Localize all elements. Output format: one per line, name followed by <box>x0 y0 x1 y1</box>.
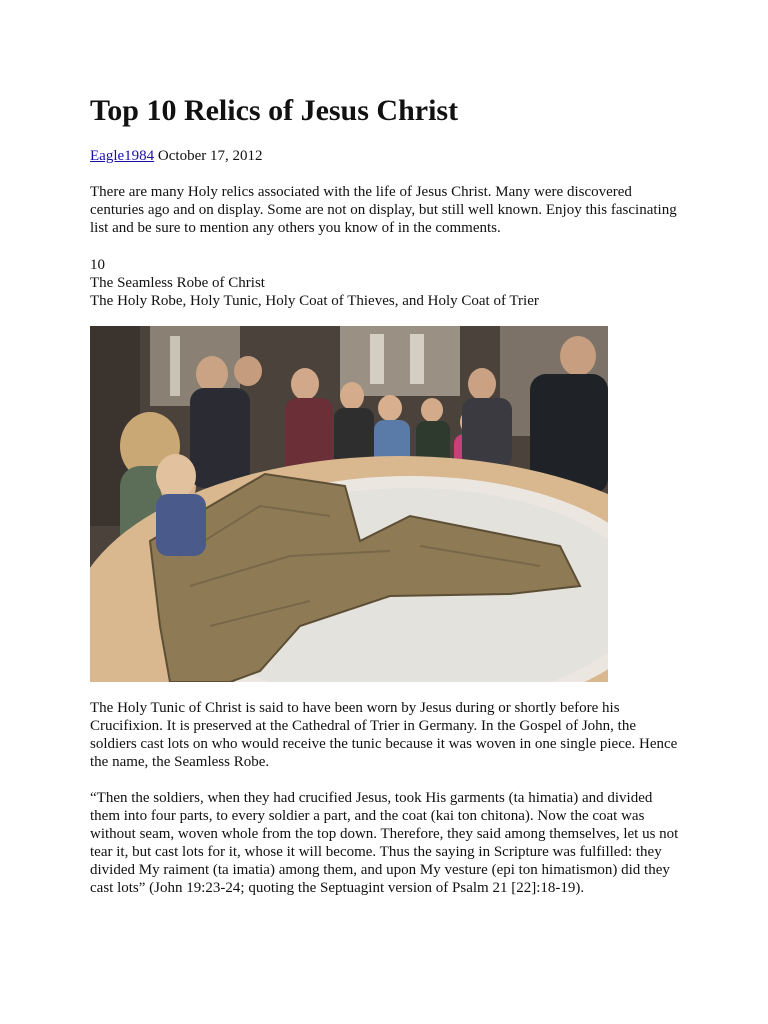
publish-date: October 17, 2012 <box>157 148 263 164</box>
scripture-quote: “Then the soldiers, when they had crucified Jesus, took His garments (ta himatia) and divided them into four parts, to every soldier a part, and the coat (kai ton chitona). Now the coat was without seam, woven whole from the top down. Therefore, they said among themselves, let us not tear it, but cast lots for it, whose it will become. Thus the saying in Scripture was fulfilled: they divided My raiment (ta imatia) among them, and upon My vesture (epi ton himatismon) did they cast lots” (John 19:23-24; quoting the Septuagint version of Psalm 21 [22]:18-19). <box>90 790 679 896</box>
author-link[interactable]: Eagle1984 <box>90 148 155 164</box>
item-number: 10 <box>90 257 105 273</box>
article-title: Top 10 Relics of Jesus Christ <box>90 94 459 127</box>
article-meta <box>90 147 262 165</box>
seamless-robe-photo <box>90 326 608 682</box>
description-paragraph: The Holy Tunic of Christ is said to have been worn by Jesus during or shortly before his Crucifixion. It is preserved at the Cathedral of Trier in Germany. In the Gospel of John, the soldiers cast lots on who would receive the tunic because it was woven in one single piece. Hence the name, the Seamless Robe. <box>90 700 678 770</box>
item-aliases: The Holy Robe, Holy Tunic, Holy Coat of Thieves, and Holy Coat of Trier <box>90 293 539 309</box>
intro-paragraph: There are many Holy relics associated with the life of Jesus Christ. Many were discovered centuries ago and on display. Some are not on display, but still well known. Enjoy this fascinating list and be sure to mention any others you know of in the comments. <box>90 184 677 236</box>
item-name: The Seamless Robe of Christ <box>90 275 265 291</box>
